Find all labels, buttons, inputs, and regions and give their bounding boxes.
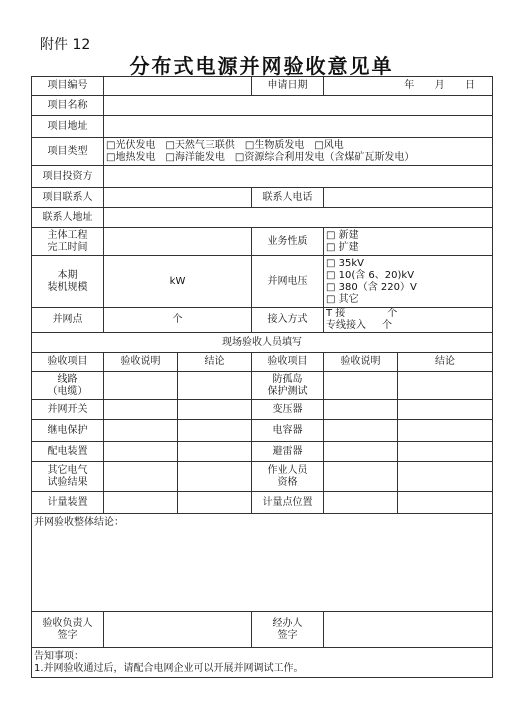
apply-date-field[interactable] xyxy=(324,77,493,96)
capacity-unit: kW xyxy=(169,275,186,287)
handler-sign-label: 经办人 签字 xyxy=(252,612,324,648)
result-cell[interactable] xyxy=(398,442,493,462)
col-header-item-left: 验收项目 xyxy=(32,353,104,372)
option-new[interactable]: □ 新建 xyxy=(326,229,359,241)
option-380v[interactable]: □ 380（含 220）V xyxy=(326,281,417,293)
result-cell[interactable] xyxy=(178,400,252,420)
table-row xyxy=(32,442,493,462)
grid-point-unit: 个 xyxy=(172,314,183,325)
inspection-header-row xyxy=(32,353,493,372)
project-type-line-2 xyxy=(106,152,490,164)
item-capacitor: 电容器 xyxy=(252,420,324,442)
table-row xyxy=(32,420,493,442)
grid-point-label: 并网点 xyxy=(32,308,104,333)
business-nature-label: 业务性质 xyxy=(252,228,324,256)
table-row xyxy=(32,400,493,420)
result-cell[interactable] xyxy=(398,492,493,514)
desc-cell[interactable] xyxy=(104,400,178,420)
acceptance-form xyxy=(31,76,493,678)
project-type-line-1 xyxy=(106,140,490,152)
result-cell[interactable] xyxy=(398,400,493,420)
option-10kv[interactable]: □ 10(含 6、20)kV xyxy=(326,269,415,281)
year-label: 年 xyxy=(404,80,415,91)
item-metering-point: 计量点位置 xyxy=(252,492,324,514)
item-metering: 计量装置 xyxy=(32,492,104,514)
responsible-sign-field[interactable] xyxy=(104,612,252,648)
desc-cell[interactable] xyxy=(104,492,178,514)
desc-cell[interactable] xyxy=(324,400,398,420)
contact-phone-field[interactable] xyxy=(324,188,493,208)
result-cell[interactable] xyxy=(178,442,252,462)
voltage-label: 并网电压 xyxy=(252,256,324,308)
project-name-label: 项目名称 xyxy=(32,96,104,116)
form-title: 分布式电源并网验收意见单 xyxy=(129,54,394,78)
project-type-option-b-2[interactable]: □资源综合利用发电（含煤矿瓦斯发电） xyxy=(234,151,415,163)
project-type-option-2[interactable]: □生物质发电 xyxy=(244,139,305,151)
desc-cell[interactable] xyxy=(104,442,178,462)
access-dedicated-unit: 个 xyxy=(382,320,392,331)
option-expand[interactable]: □ 扩建 xyxy=(326,241,359,253)
project-type-option-3[interactable]: □风电 xyxy=(314,139,344,151)
business-nature-options[interactable] xyxy=(324,228,493,256)
project-no-field[interactable] xyxy=(104,77,252,96)
table-row xyxy=(32,372,493,400)
grid-point-field[interactable] xyxy=(104,308,252,333)
project-type-option-b-0[interactable]: □地热发电 xyxy=(106,151,156,163)
table-row xyxy=(32,462,493,492)
desc-cell[interactable] xyxy=(104,462,178,492)
result-cell[interactable] xyxy=(398,372,493,400)
notice-box xyxy=(32,648,493,678)
col-header-result-left: 结论 xyxy=(178,353,252,372)
result-cell[interactable] xyxy=(178,462,252,492)
contact-address-field[interactable] xyxy=(104,208,493,228)
item-personnel: 作业人员 资格 xyxy=(252,462,324,492)
access-dedicated-label: 专线接入 xyxy=(326,320,366,331)
item-relay-protection: 继电保护 xyxy=(32,420,104,442)
responsible-sign-label: 验收负责人 签字 xyxy=(32,612,104,648)
desc-cell[interactable] xyxy=(104,420,178,442)
result-cell[interactable] xyxy=(178,492,252,514)
desc-cell[interactable] xyxy=(104,372,178,400)
col-header-item-right: 验收项目 xyxy=(252,353,324,372)
result-cell[interactable] xyxy=(398,420,493,442)
item-grid-switch: 并网开关 xyxy=(32,400,104,420)
project-type-label: 项目类型 xyxy=(32,138,104,166)
project-address-field[interactable] xyxy=(104,116,493,138)
overall-conclusion-field[interactable] xyxy=(32,514,493,612)
contact-address-label: 联系人地址 xyxy=(32,208,104,228)
section-title: 现场验收人员填写 xyxy=(32,333,493,353)
contact-phone-label: 联系人电话 xyxy=(252,188,324,208)
access-mode-label: 接入方式 xyxy=(252,308,324,333)
notice-line-1: 1.并网验收通过后，请配合电网企业可以开展并网调试工作。 xyxy=(34,663,304,674)
access-mode-field[interactable] xyxy=(324,308,493,333)
investor-label: 项目投资方 xyxy=(32,166,104,188)
col-header-desc-right: 验收说明 xyxy=(324,353,398,372)
project-name-field[interactable] xyxy=(104,96,493,116)
result-cell[interactable] xyxy=(398,462,493,492)
contact-label: 项目联系人 xyxy=(32,188,104,208)
item-line-cable: 线路 （电缆） xyxy=(32,372,104,400)
col-header-desc-left: 验收说明 xyxy=(104,353,178,372)
table-row xyxy=(32,492,493,514)
project-type-option-b-1[interactable]: □海洋能发电 xyxy=(165,151,225,163)
day-label: 日 xyxy=(464,80,475,91)
project-no-label: 项目编号 xyxy=(32,77,104,96)
project-type-option-1[interactable]: □天然气三联供 xyxy=(165,139,235,151)
result-cell[interactable] xyxy=(178,420,252,442)
investor-field[interactable] xyxy=(104,166,493,188)
month-label: 月 xyxy=(434,80,445,91)
col-header-result-right: 结论 xyxy=(398,353,493,372)
notice-title: 告知事项： xyxy=(34,651,84,662)
item-anti-islanding: 防孤岛 保护测试 xyxy=(252,372,324,400)
desc-cell[interactable] xyxy=(324,420,398,442)
completion-time-field[interactable] xyxy=(104,228,252,256)
item-transformer: 变压器 xyxy=(252,400,324,420)
overall-conclusion-label: 并网验收整体结论： xyxy=(34,517,124,528)
desc-cell[interactable] xyxy=(324,442,398,462)
completion-time-label: 主体工程 完工时间 xyxy=(32,228,104,256)
desc-cell[interactable] xyxy=(324,372,398,400)
capacity-field[interactable] xyxy=(104,256,252,308)
apply-date-label: 申请日期 xyxy=(252,77,324,96)
result-cell[interactable] xyxy=(178,372,252,400)
project-type-option-0[interactable]: □光伏发电 xyxy=(106,139,156,151)
handler-sign-field[interactable] xyxy=(324,612,493,648)
desc-cell[interactable] xyxy=(324,462,398,492)
capacity-label: 本期 装机规模 xyxy=(32,256,104,308)
contact-field[interactable] xyxy=(104,188,252,208)
option-other[interactable]: □ 其它 xyxy=(326,293,359,305)
project-address-label: 项目地址 xyxy=(32,116,104,138)
project-type-options[interactable] xyxy=(104,138,493,166)
item-distribution: 配电装置 xyxy=(32,442,104,462)
option-35kv[interactable]: □ 35kV xyxy=(326,257,364,269)
item-other-tests: 其它电气 试验结果 xyxy=(32,462,104,492)
voltage-options[interactable] xyxy=(324,256,493,308)
desc-cell[interactable] xyxy=(324,492,398,514)
access-t-label: T 接 xyxy=(326,308,346,319)
access-t-unit: 个 xyxy=(387,308,398,319)
item-arrester: 避雷器 xyxy=(252,442,324,462)
attachment-label: 附件 12 xyxy=(40,37,91,53)
